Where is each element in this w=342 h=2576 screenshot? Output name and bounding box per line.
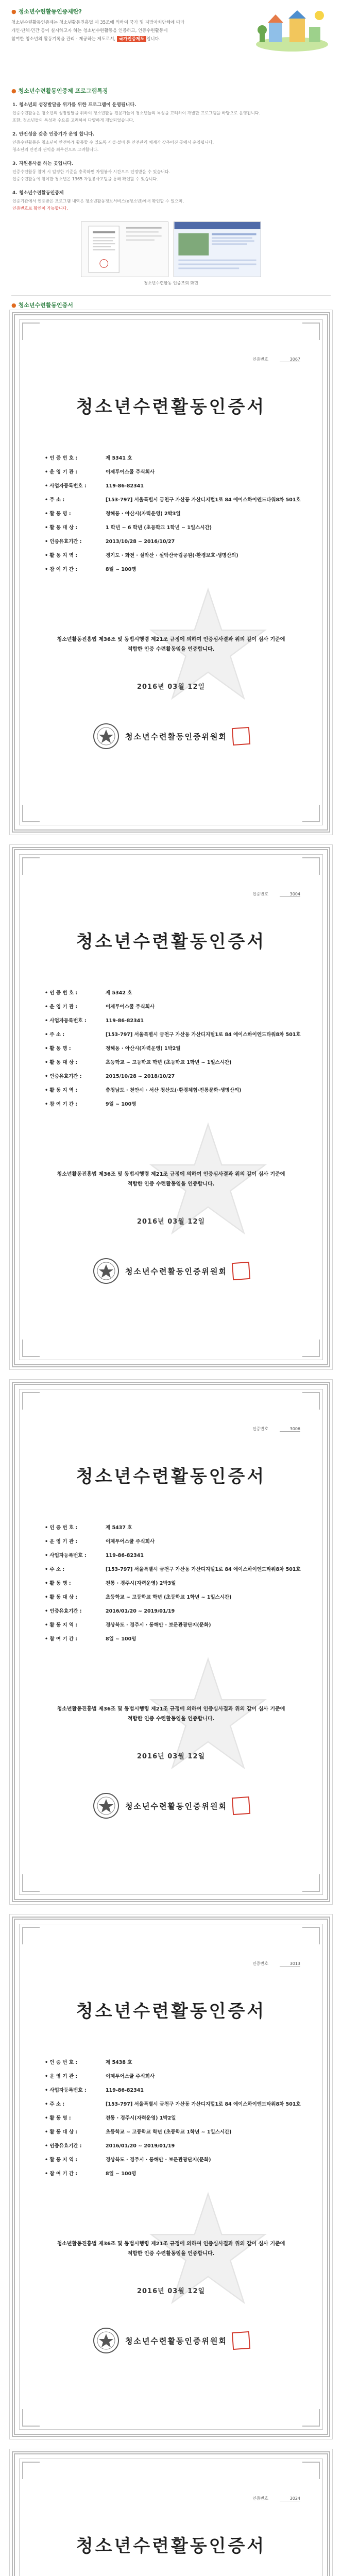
cert-field bbox=[45, 2128, 313, 2137]
cert-field bbox=[45, 524, 313, 532]
official-seal bbox=[232, 1262, 250, 1280]
cert-field-label: • 인 증 번 호 : bbox=[45, 454, 106, 463]
divider bbox=[11, 295, 331, 296]
cert-field-label: • 인증유효기간 : bbox=[45, 538, 106, 546]
cert-field bbox=[45, 2059, 313, 2067]
intro-header bbox=[11, 7, 331, 84]
cert-field-value: 119-86-82341 bbox=[106, 1553, 144, 1558]
cert-field bbox=[45, 1538, 313, 1546]
certificate bbox=[12, 312, 330, 833]
cert-field-label: • 활 동 대 상 : bbox=[45, 1594, 106, 1602]
cert-fields bbox=[45, 2059, 313, 2184]
cert-date: 2016년 03월 12일 bbox=[136, 1753, 206, 1760]
cert-field-value: 2015/10/28 ~ 2018/10/27 bbox=[106, 1074, 175, 1079]
cert-signature bbox=[15, 1792, 327, 1820]
cert-field-value: 8일 ~ 100명 bbox=[106, 567, 136, 572]
cert-serial bbox=[252, 1426, 300, 1432]
screenshot-caption: 청소년수련활동 인증조회 화면 bbox=[144, 281, 198, 285]
cert-field-label: • 활 동 지 역 : bbox=[45, 1087, 106, 1095]
cert-serial-value: 3004 bbox=[280, 892, 300, 897]
cert-statement: 청소년활동진흥법 제36조 및 동법시행령 제21조 규정에 의하여 인증심사결과 위의 같이 심사 기준에 적합한 인증 수련활동임을 인증합니다. bbox=[57, 637, 285, 652]
cert-field-value: 제 5341 호 bbox=[106, 455, 132, 461]
corner-ornament bbox=[302, 2409, 320, 2427]
corner-ornament bbox=[22, 2409, 40, 2427]
cert-field-label: • 운 영 기 관 : bbox=[45, 1538, 106, 1546]
cert-field-label: • 활 동 명 : bbox=[45, 1045, 106, 1053]
corner-ornament bbox=[302, 1927, 320, 1944]
cert-field-label: • 운 영 기 관 : bbox=[45, 2073, 106, 2081]
cert-field bbox=[45, 566, 313, 574]
cert-field bbox=[45, 1059, 313, 1067]
cert-field-value: 119-86-82341 bbox=[106, 2088, 144, 2093]
cert-field-value: 119-86-82341 bbox=[106, 1018, 144, 1024]
cert-statement: 청소년활동진흥법 제36조 및 동법시행령 제21조 규정에 의하여 인증심사결과 위의 같이 심사 기준에 적합한 인증 수련활동임을 인증합니다. bbox=[57, 1706, 285, 1722]
feature-2-title: 2. 안전성을 갖춘 인증기가 운영 합니다. bbox=[12, 132, 95, 137]
cert-serial-label: 인증번호 bbox=[252, 1961, 268, 1966]
cert-issuer: 청소년수련활동인증위원회 bbox=[125, 1801, 227, 1811]
certificate bbox=[12, 847, 330, 1367]
cert-issuer: 청소년수련활동인증위원회 bbox=[125, 732, 227, 741]
cert-field-label: • 참 여 기 간 : bbox=[45, 566, 106, 574]
cert-field-label: • 참 여 기 간 : bbox=[45, 1100, 106, 1109]
q2-heading: ● 청소년수련활동인증제 프로그램특징 bbox=[11, 88, 108, 94]
cert-serial-label: 인증번호 bbox=[252, 357, 268, 362]
cert-field-value: 청해동 · 아산시(자력운영) 2박3일 bbox=[106, 511, 181, 517]
cert-field-value: 1 학년 ~ 6 학년 (초등학교 1학년 ~ 1일스시간) bbox=[106, 525, 212, 531]
official-seal bbox=[232, 1797, 250, 1815]
official-seal bbox=[232, 727, 250, 745]
cert-field-value: 제 5342 호 bbox=[106, 990, 132, 996]
cert-field bbox=[45, 2156, 313, 2164]
corner-ornament bbox=[22, 1392, 40, 1410]
cert-field-label: • 참 여 기 간 : bbox=[45, 2170, 106, 2178]
cert-field-label: • 활 동 지 역 : bbox=[45, 552, 106, 560]
cert-serial bbox=[252, 1961, 300, 1967]
q1-heading: ● 청소년수련활동인증제란? bbox=[11, 8, 82, 15]
cert-serial-label: 인증번호 bbox=[252, 1427, 268, 1431]
cert-field-label: • 주 소 : bbox=[45, 2100, 106, 2109]
cert-field-label: • 활 동 대 상 : bbox=[45, 2128, 106, 2137]
corner-ornament bbox=[302, 1392, 320, 1410]
intro-section bbox=[0, 0, 342, 309]
cert-field-label: • 사업자등록번호 : bbox=[45, 1552, 106, 1560]
cert-field bbox=[45, 989, 313, 997]
cert-field-label: • 인 증 번 호 : bbox=[45, 1524, 106, 1532]
cert-field-value: 전통 · 경주시(자력운영) 1박2일 bbox=[106, 2115, 176, 2121]
cert-title: 청소년수련활동인증서 bbox=[76, 397, 266, 417]
cert-field-label: • 활 동 명 : bbox=[45, 2114, 106, 2123]
cert-field-label: • 주 소 : bbox=[45, 1566, 106, 1574]
cert-serial-value: 3067 bbox=[280, 357, 300, 362]
cert-field-label: • 인증유효기간 : bbox=[45, 1073, 106, 1081]
cert-field-label: • 활 동 대 상 : bbox=[45, 524, 106, 532]
cert-fields bbox=[45, 1524, 313, 1649]
cert-field-label: • 인증유효기간 : bbox=[45, 2142, 106, 2150]
cert-field-value: 2013/10/28 ~ 2016/10/27 bbox=[106, 539, 175, 545]
cert-field-value: 초등학교 ~ 고등학교 학년 (초등학교 1학년 ~ 1일스시간) bbox=[106, 1060, 232, 1065]
cert-signature bbox=[15, 2327, 327, 2354]
bullet-icon: ● bbox=[11, 88, 16, 94]
cert-field bbox=[45, 454, 313, 463]
feature-4-body: 인증기관에서 인증받은 프로그램 내역은 청소년활동정보서비스(e청소년)에서 확인할 수 있으며, 인증번호로 확인이 가능합니다. bbox=[12, 199, 184, 211]
cert-fields bbox=[45, 989, 313, 1114]
cert-field-label: • 주 소 : bbox=[45, 1031, 106, 1039]
committee-emblem-icon bbox=[92, 722, 120, 750]
cert-field-value: [153-797] 서울특별시 금천구 가산동 가산디지털1로 84 에이스하이엔드타워8차 501호 bbox=[106, 2102, 301, 2107]
cert-title: 청소년수련활동인증서 bbox=[76, 2536, 266, 2556]
cert-field bbox=[45, 1594, 313, 1602]
cert-serial bbox=[252, 2496, 300, 2501]
feature-3-title: 3. 자원봉사를 하는 곳입니다. bbox=[12, 161, 74, 166]
cert-field-value: 이제투어스쿨 주식회사 bbox=[106, 2074, 155, 2079]
feature-2-body: 인증수련활동은 청소년이 안전하게 활동할 수 있도록 시설·설비 등 안전관리 체계가 갖추어진 곳에서 운영됩니다. 청소년의 안전과 권익을 최우선으로 고려합니다. bbox=[12, 140, 214, 152]
cert-field bbox=[45, 538, 313, 546]
sub-heading: ● 청소년수련활동인증서 bbox=[11, 302, 73, 309]
cert-date: 2016년 03월 12일 bbox=[136, 683, 206, 691]
cert-field bbox=[45, 1003, 313, 1011]
cert-field-value: 초등학교 ~ 고등학교 학년 (초등학교 1학년 ~ 1일스시간) bbox=[106, 1595, 232, 1600]
cert-field-label: • 활 동 지 역 : bbox=[45, 2156, 106, 2164]
corner-ornament bbox=[302, 1340, 320, 1357]
cert-field bbox=[45, 2114, 313, 2123]
cert-field bbox=[45, 468, 313, 477]
corner-ornament bbox=[22, 2462, 40, 2479]
cert-field-value: 초등학교 ~ 고등학교 학년 (초등학교 1학년 ~ 1일스시간) bbox=[106, 2129, 232, 2135]
cert-field-label: • 운 영 기 관 : bbox=[45, 1003, 106, 1011]
cert-field-value: 경상북도 · 경주시 · 동해안 · 보문관광단지(문화) bbox=[106, 1622, 211, 1628]
cert-field bbox=[45, 510, 313, 518]
cert-field-value: 2016/01/20 ~ 2019/01/19 bbox=[106, 2143, 175, 2149]
cert-serial bbox=[252, 891, 300, 897]
corner-ornament bbox=[22, 1927, 40, 1944]
cert-field bbox=[45, 2100, 313, 2109]
committee-emblem-icon bbox=[92, 2327, 120, 2354]
cert-field-value: 2016/01/20 ~ 2019/01/19 bbox=[106, 1608, 175, 1614]
cert-serial-value: 3024 bbox=[280, 2496, 300, 2501]
cert-title: 청소년수련활동인증서 bbox=[76, 1466, 266, 1487]
cert-field bbox=[45, 1100, 313, 1109]
cert-field-value: 이제투어스쿨 주식회사 bbox=[106, 1539, 155, 1545]
certificate bbox=[12, 1917, 330, 2437]
cert-field bbox=[45, 1607, 313, 1616]
cert-field-value: 9일 ~ 100명 bbox=[106, 1101, 136, 1107]
bullet-icon: ● bbox=[11, 302, 16, 309]
cert-field-value: 경상북도 · 경주시 · 동해안 · 보문관광단지(문화) bbox=[106, 2157, 211, 2163]
cert-field-label: • 사업자등록번호 : bbox=[45, 482, 106, 490]
cert-serial-value: 3013 bbox=[280, 1961, 300, 1967]
cert-field-value: 충청남도 · 천안시 · 서산 청산도(·환경체험·전통문화·생명산의) bbox=[106, 1088, 242, 1093]
feature-4-title: 4. 청소년수련활동인증제 bbox=[12, 191, 64, 196]
cert-field bbox=[45, 2142, 313, 2150]
cert-document-thumbnail bbox=[81, 222, 168, 277]
cert-field-label: • 참 여 기 간 : bbox=[45, 1635, 106, 1643]
cert-date: 2016년 03월 12일 bbox=[136, 1218, 206, 1226]
cert-field-label: • 활 동 지 역 : bbox=[45, 1621, 106, 1630]
cert-field bbox=[45, 552, 313, 560]
feature-1-title: 1. 청소년의 성장발달을 위가를 위한 프로그램이 운영됩니다. bbox=[12, 103, 136, 108]
cert-field-value: 이제투어스쿨 주식회사 bbox=[106, 469, 155, 475]
bullet-icon: ● bbox=[11, 8, 16, 15]
cert-field-label: • 인 증 번 호 : bbox=[45, 989, 106, 997]
cert-title: 청소년수련활동인증서 bbox=[76, 2001, 266, 2022]
cert-field bbox=[45, 1580, 313, 1588]
corner-ornament bbox=[302, 1874, 320, 1892]
cert-field bbox=[45, 2087, 313, 2095]
cert-field-value: 제 5438 호 bbox=[106, 2060, 132, 2065]
committee-emblem-icon bbox=[92, 1792, 120, 1820]
cert-field-label: • 주 소 : bbox=[45, 496, 106, 504]
cert-serial bbox=[252, 357, 300, 362]
cert-field-value: [153-797] 서울특별시 금천구 가산동 가산디지털1로 84 에이스하이엔드타워8차 501호 bbox=[106, 1567, 301, 1572]
cert-field-value: [153-797] 서울특별시 금천구 가산동 가산디지털1로 84 에이스하이엔드타워8차 501호 bbox=[106, 1032, 301, 1038]
corner-ornament bbox=[302, 805, 320, 822]
official-seal bbox=[232, 2331, 250, 2350]
cert-field-label: • 운 영 기 관 : bbox=[45, 468, 106, 477]
web-lookup-thumbnail bbox=[174, 222, 261, 277]
cert-field-label: • 사업자등록번호 : bbox=[45, 1017, 106, 1025]
cert-field-label: • 활 동 대 상 : bbox=[45, 1059, 106, 1067]
cert-statement: 청소년활동진흥법 제36조 및 동법시행령 제21조 규정에 의하여 인증심사결과 위의 같이 심사 기준에 적합한 인증 수련활동임을 인증합니다. bbox=[57, 2241, 285, 2257]
q1-body: 청소년수련활동인증제는 청소년활동진흥법 제 35조에 의하여 국가 및 지방자치단체에 따라 개인·단체·민간 등이 실시하고자 하는 청소년수련활동을 인증하고, 인증수련활동에 참여한 청소년의 활동기록을 관리 · 제공하는 제도로서, 국가인증제도 입니다. bbox=[11, 20, 185, 42]
cert-field bbox=[45, 1566, 313, 1574]
corner-ornament bbox=[302, 2462, 320, 2479]
cert-field bbox=[45, 1635, 313, 1643]
cert-field bbox=[45, 1017, 313, 1025]
corner-ornament bbox=[22, 1340, 40, 1357]
corner-ornament bbox=[22, 1874, 40, 1892]
cert-field-value: 전통 · 경주시(자력운영) 2박3일 bbox=[106, 1581, 176, 1586]
cert-serial-label: 인증번호 bbox=[252, 2496, 268, 2501]
corner-ornament bbox=[22, 857, 40, 875]
national-cert-badge: 국가인증제도 bbox=[117, 36, 146, 42]
cert-field bbox=[45, 1031, 313, 1039]
cert-date: 2016년 03월 12일 bbox=[136, 2287, 206, 2295]
cert-signature bbox=[15, 722, 327, 750]
cert-field-value: 청해동 · 아산시(자력운영) 1박2일 bbox=[106, 1046, 181, 1052]
cert-field-label: • 활 동 명 : bbox=[45, 1580, 106, 1588]
cert-field-value: 이제투어스쿨 주식회사 bbox=[106, 1004, 155, 1010]
corner-ornament bbox=[302, 323, 320, 340]
cert-fields bbox=[45, 454, 313, 580]
feature-3-body: 인증수련활동 참여 시 일정한 기준을 충족하면 자원봉사 시간으로 인정받을 수 있습니다. 인증수련활동에 참여한 청소년은 1365 자원봉사포털을 통해 확인할 수 있습니다. bbox=[12, 170, 170, 181]
cert-signature bbox=[15, 1257, 327, 1285]
certificate-list bbox=[0, 312, 342, 2576]
cert-field bbox=[45, 1087, 313, 1095]
cert-field bbox=[45, 1621, 313, 1630]
cert-field-value: 경기도 · 화천 · 설악산 · 설악산국립공원(·환경보호·생명산의) bbox=[106, 553, 238, 558]
committee-emblem-icon bbox=[92, 1257, 120, 1285]
cert-field-value: 8일 ~ 100명 bbox=[106, 2171, 136, 2177]
travel-illustration-icon bbox=[253, 7, 331, 54]
cert-field bbox=[45, 1073, 313, 1081]
feature-1-body: 인증수련활동은 청소년의 성장발달을 위하여 청소년활동 전문가들이 청소년들의 특성을 고려하여 개발한 프로그램을 바탕으로 운영됩니다. 또한, 청소년들의 특성과 수요를 고려하여 다양하게 개발되었습니다. bbox=[12, 111, 261, 123]
corner-ornament bbox=[22, 323, 40, 340]
cert-issuer: 청소년수련활동인증위원회 bbox=[125, 1266, 227, 1276]
cert-field-label: • 사업자등록번호 : bbox=[45, 2087, 106, 2095]
cert-field-value: 제 5437 호 bbox=[106, 1525, 132, 1531]
cert-field bbox=[45, 2170, 313, 2178]
cert-field-label: • 인증유효기간 : bbox=[45, 1607, 106, 1616]
cert-field-value: [153-797] 서울특별시 금천구 가산동 가산디지털1로 84 에이스하이엔드타워8차 501호 bbox=[106, 497, 301, 503]
cert-field bbox=[45, 496, 313, 504]
cert-field-value: 119-86-82341 bbox=[106, 483, 144, 489]
cert-field bbox=[45, 482, 313, 490]
cert-serial-label: 인증번호 bbox=[252, 892, 268, 896]
cert-title: 청소년수련활동인증서 bbox=[76, 931, 266, 952]
corner-ornament bbox=[302, 857, 320, 875]
certificate bbox=[12, 1382, 330, 1902]
cert-field-value: 8일 ~ 100명 bbox=[106, 1636, 136, 1642]
certificate bbox=[12, 2451, 330, 2576]
cert-field bbox=[45, 1552, 313, 1560]
cert-issuer: 청소년수련활동인증위원회 bbox=[125, 2336, 227, 2346]
cert-field bbox=[45, 2073, 313, 2081]
cert-serial-value: 3006 bbox=[280, 1427, 300, 1432]
corner-ornament bbox=[22, 805, 40, 822]
cert-field bbox=[45, 1524, 313, 1532]
cert-field-label: • 활 동 명 : bbox=[45, 510, 106, 518]
screenshot-row bbox=[11, 222, 331, 277]
cert-field-label: • 인 증 번 호 : bbox=[45, 2059, 106, 2067]
cert-statement: 청소년활동진흥법 제36조 및 동법시행령 제21조 규정에 의하여 인증심사결과 위의 같이 심사 기준에 적합한 인증 수련활동임을 인증합니다. bbox=[57, 1172, 285, 1187]
cert-field bbox=[45, 1045, 313, 1053]
